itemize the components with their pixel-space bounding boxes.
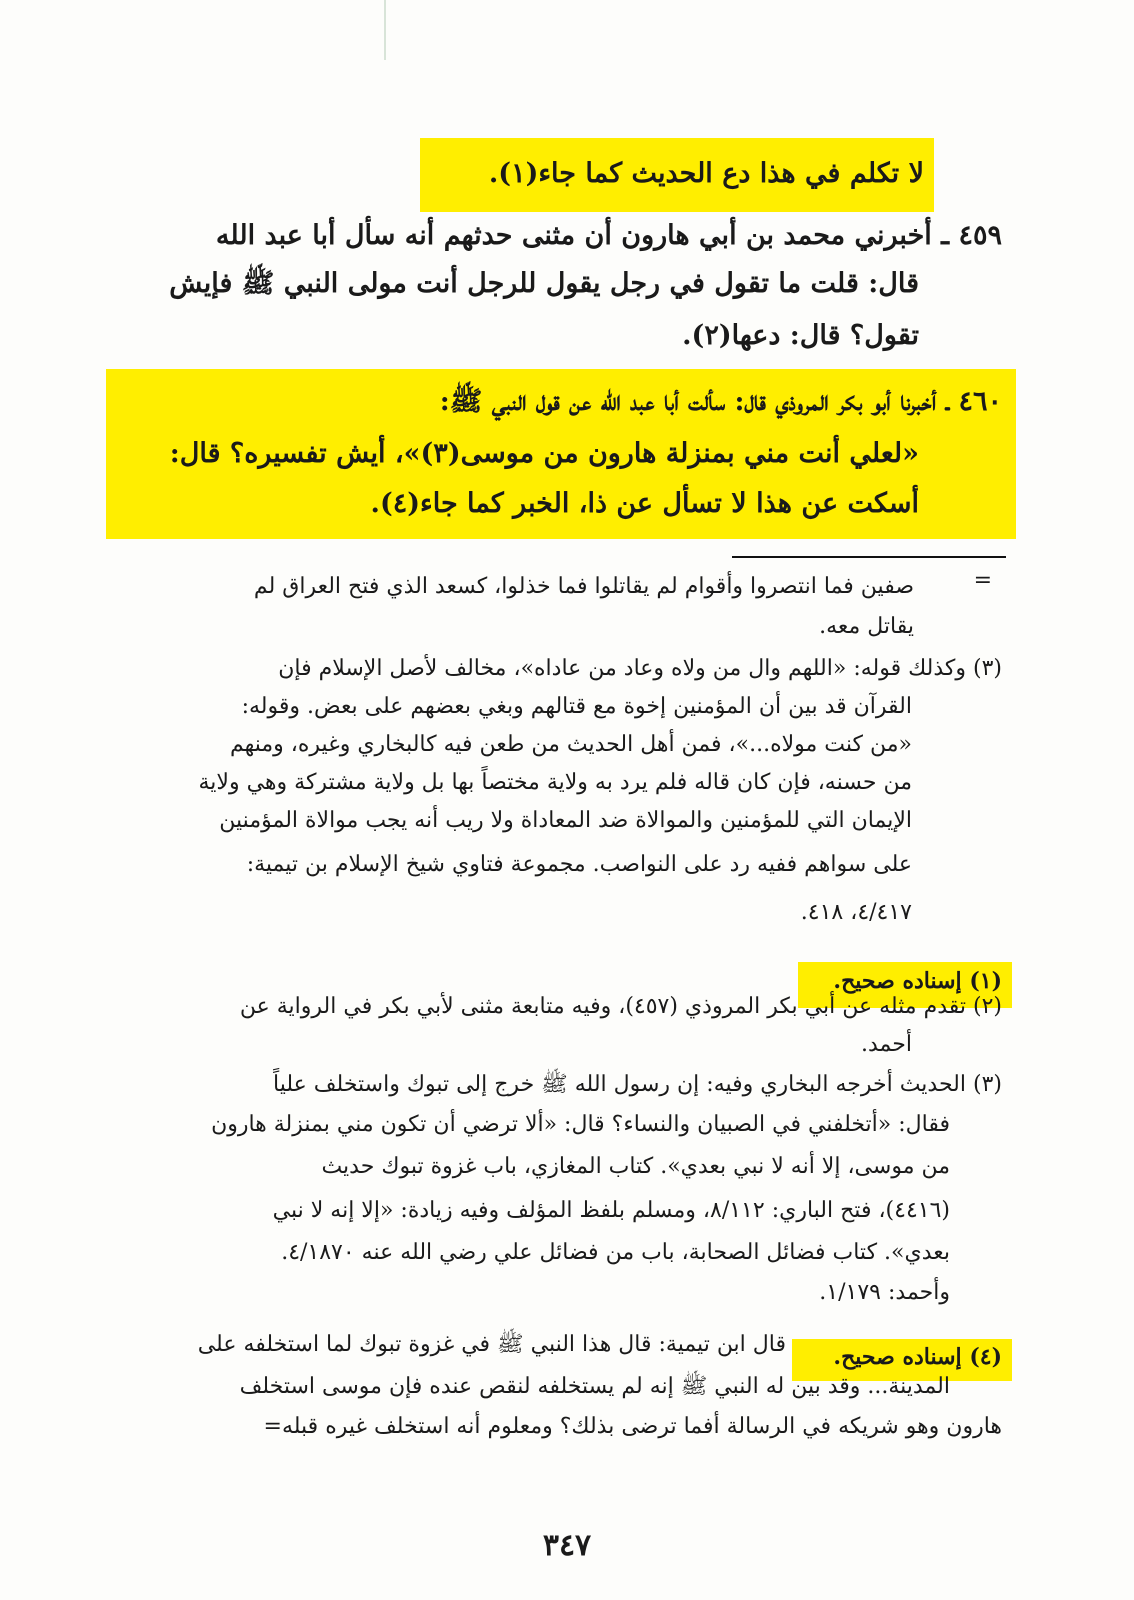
hadith-460-line-1: ٤٦٠ ـ أخبرنا أبو بكر المروذي قال: سألت أبا عبد الله عن قول النبي ﷺ: (439, 386, 1002, 417)
fn3-line-1: (٣) الحديث أخرجه البخاري وفيه: إن رسول الله ﷺ خرج إلى تبوك واستخلف علياً (273, 1072, 1002, 1097)
fn4-line-1: قال ابن تيمية: قال هذا النبي ﷺ في غزوة تبوك لما استخلفه على (197, 1332, 786, 1357)
fn3-line-3: من موسى، إلا أنه لا نبي بعدي». كتاب المغازي، باب غزوة تبوك حديث (321, 1154, 950, 1179)
fn2-line-2: أحمد. (861, 1032, 912, 1057)
scan-artifact-line (384, 0, 386, 60)
hadith-459-line-2: قال: قلت ما تقول في رجل يقول للرجل أنت مولى النبي ﷺ فإيش (169, 268, 919, 299)
prev-fn3-line-1: (٣) وكذلك قوله: «اللهم وال من ولاه وعاد من عاداه»، مخالف لأصل الإسلام فإن (278, 656, 1002, 681)
fn2-line-1: (٢) تقدم مثله عن أبي بكر المروذي (٤٥٧)، وفيه متابعة مثنى لأبي بكر في الرواية عن (239, 994, 1002, 1019)
fn4-line-2: المدينة... وقد بين له النبي ﷺ إنه لم يستخلفه لنقص عنده فإن موسى استخلف (239, 1374, 950, 1399)
prev-fn3-line-4: من حسنه، فإن كان قاله فلم يرد به ولاية مختصاً بها بل ولاية مشتركة وهي ولاية (198, 770, 912, 795)
hadith-460-line-2: «لعلي أنت مني بمنزلة هارون من موسى(٣)»، أيش تفسيره؟ قال: (169, 438, 919, 469)
prev-fn3-line-6: على سواهم ففيه رد على النواصب. مجموعة فتاوي شيخ الإسلام بن تيمية: (246, 852, 912, 877)
fn3-line-5: بعدي». كتاب فضائل الصحابة، باب من فضائل علي رضي الله عنه ٤/١٨٧٠. (281, 1240, 950, 1265)
prev-fn3-line-5: الإيمان التي للمؤمنين والموالاة ضد المعاداة ولا ريب أنه يجب موالاة المؤمنين (219, 808, 912, 833)
header-line: لا تكلم في هذا دع الحديث كما جاء(١). (488, 158, 924, 189)
footnote-cont-line-1: صفين فما انتصروا وأقوام لم يقاتلوا فما خذلوا، كسعد الذي فتح العراق لم (253, 574, 914, 599)
continuation-mark: = (973, 568, 992, 593)
footnote-cont-line-2: يقاتل معه. (819, 614, 914, 639)
fn4-label: (٤) إسناده صحيح. (833, 1344, 1002, 1370)
fn3-line-4: (٤٤١٦)، فتح الباري: ٨/١١٢، ومسلم بلفظ المؤلف وفيه زيادة: «إلا إنه لا نبي (272, 1198, 950, 1223)
hadith-459-line-1: ٤٥٩ ـ أخبرني محمد بن أبي هارون أن مثنى حدثهم أنه سأل أبا عبد الله (215, 220, 1002, 251)
hadith-459-line-3: تقول؟ قال: دعها(٢). (682, 320, 919, 351)
footnote-separator (732, 556, 1006, 558)
fn3-line-2: فقال: «أتخلفني في الصبيان والنساء؟ قال: «ألا ترضي أن تكون مني بمنزلة هارون (211, 1112, 950, 1137)
fn4-line-3: هارون وهو شريكه في الرسالة أفما ترضى بذلك؟ ومعلوم أنه استخلف غيره قبله= (263, 1414, 1002, 1439)
prev-fn3-line-2: القرآن قد بين أن المؤمنين إخوة مع قتالهم وبغي بعضهم على بعض. وقوله: (241, 694, 912, 719)
page-number: ٣٤٧ (542, 1528, 592, 1563)
footnote-1: (١) إسناده صحيح. (833, 968, 1002, 994)
fn3-line-6: وأحمد: ١/١٧٩. (819, 1280, 950, 1305)
hadith-460-line-3: أسكت عن هذا لا تسأل عن ذا، الخبر كما جاء(٤). (370, 488, 919, 519)
prev-fn3-line-7: ٤/٤١٧، ٤١٨. (800, 900, 912, 925)
prev-fn3-line-3: «من كنت مولاه...»، فمن أهل الحديث من طعن فيه كالبخاري وغيره، ومنهم (229, 732, 912, 757)
